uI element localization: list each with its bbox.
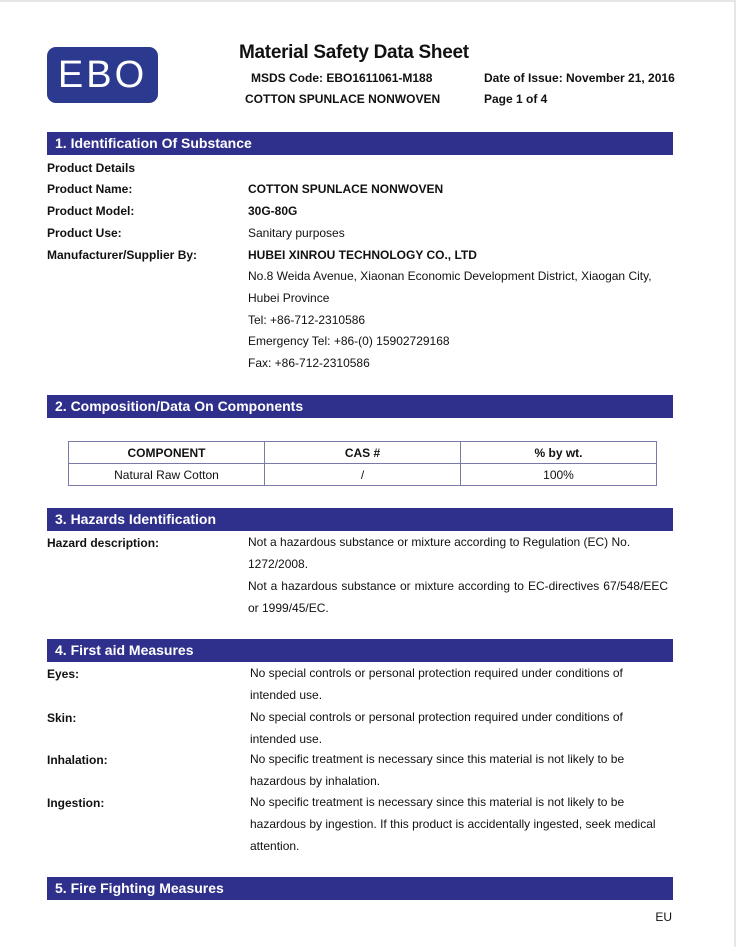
product-name-label: Product Name: [47, 182, 133, 196]
section-4-title: 4. First aid Measures [47, 639, 673, 662]
manufacturer-fax: Fax: +86-712-2310586 [248, 356, 370, 370]
eyes-text: No special controls or personal protection required under conditions of intended use. [250, 666, 623, 702]
manufacturer-tel: Tel: +86-712-2310586 [248, 313, 366, 327]
eyes-label: Eyes: [47, 667, 80, 681]
inhalation-text: No specific treatment is necessary since this material is not likely to be hazardous by inhalation. [250, 752, 625, 788]
inhalation-label: Inhalation: [47, 753, 108, 767]
ingestion-text: No specific treatment is necessary since this material is not likely to be hazardous by ingestion. If this product is accidentally ingested, seek medical attention. [250, 795, 656, 853]
header-product: COTTON SPUNLACE NONWOVEN [245, 92, 441, 106]
date-of-issue: Date of Issue: November 21, 2016 [484, 71, 675, 85]
page-edge [0, 0, 736, 2]
manufacturer-address-line2: Hubei Province [248, 291, 330, 305]
section-1-title: 1. Identification Of Substance [47, 132, 673, 155]
table-row [69, 464, 657, 486]
table-cell: 100% [461, 464, 657, 486]
hazard-description-text-2: Not a hazardous substance or mixture according to EC-directives 67/548/EEC or 1999/45/EC. [248, 579, 668, 615]
product-details-heading: Product Details [47, 161, 136, 175]
document-title: Material Safety Data Sheet [239, 42, 469, 63]
column-header: CAS # [265, 442, 461, 464]
column-header: % by wt. [461, 442, 657, 464]
section-3-title: 3. Hazards Identification [47, 508, 673, 531]
product-use-value: Sanitary purposes [248, 226, 345, 240]
section-2-title: 2. Composition/Data On Components [47, 395, 673, 418]
manufacturer-label: Manufacturer/Supplier By: [47, 248, 198, 262]
ingestion-label: Ingestion: [47, 796, 105, 810]
msds-code: MSDS Code: EBO1611061-M188 [251, 71, 433, 85]
table-header-row [69, 442, 657, 464]
footer-region: EU [655, 910, 672, 924]
logo-text: EBO [57, 53, 148, 96]
product-name-value: COTTON SPUNLACE NONWOVEN [248, 182, 444, 196]
page-number: Page 1 of 4 [484, 92, 548, 106]
composition-table [68, 441, 657, 486]
skin-text: No special controls or personal protection required under conditions of intended use. [250, 710, 623, 746]
hazard-description-label: Hazard description: [47, 536, 160, 550]
hazard-description-text-1: Not a hazardous substance or mixture according to Regulation (EC) No. 1272/2008. [248, 535, 631, 571]
product-model-value: 30G-80G [248, 204, 298, 218]
skin-label: Skin: [47, 711, 77, 725]
manufacturer-name: HUBEI XINROU TECHNOLOGY CO., LTD [248, 248, 477, 262]
table-cell: / [265, 464, 461, 486]
table-cell: Natural Raw Cotton [69, 464, 265, 486]
product-use-label: Product Use: [47, 226, 122, 240]
manufacturer-address-line1: No.8 Weida Avenue, Xiaonan Economic Development District, Xiaogan City, [248, 269, 652, 283]
product-model-label: Product Model: [47, 204, 135, 218]
column-header: COMPONENT [69, 442, 265, 464]
ebo-logo [47, 47, 158, 103]
manufacturer-emergency-tel: Emergency Tel: +86-(0) 15902729168 [248, 334, 450, 348]
section-5-title: 5. Fire Fighting Measures [47, 877, 673, 900]
